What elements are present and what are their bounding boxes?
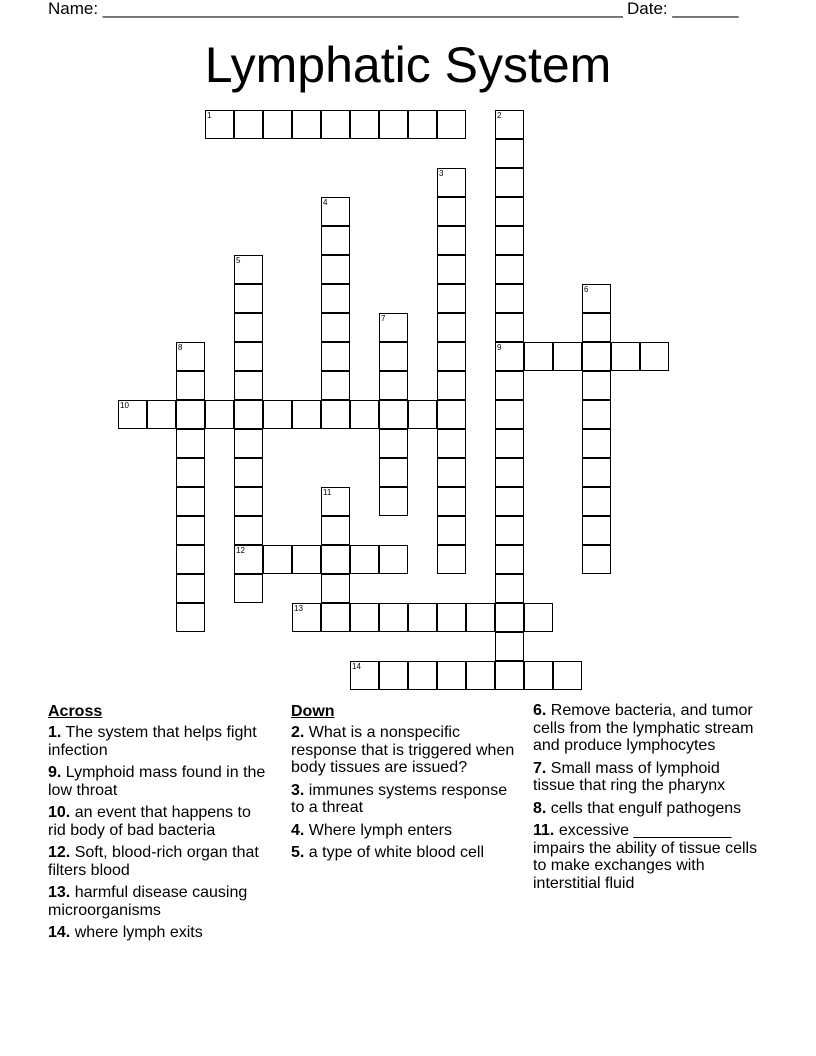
grid-cell[interactable]: [582, 342, 611, 371]
clue-item: [48, 924, 273, 942]
grid-cell[interactable]: [437, 661, 466, 690]
clue-number-label: 13: [294, 604, 303, 613]
grid-cell[interactable]: [234, 429, 263, 458]
clue-number: 1.: [48, 724, 62, 741]
clue-number-label: 12: [236, 546, 245, 555]
grid-cell[interactable]: [292, 603, 321, 632]
grid-cell[interactable]: [379, 429, 408, 458]
clue-text: where lymph exits: [74, 924, 203, 941]
grid-cell[interactable]: [408, 661, 437, 690]
grid-cell[interactable]: [263, 400, 292, 429]
grid-cell[interactable]: [234, 342, 263, 371]
grid-cell[interactable]: [495, 139, 524, 168]
grid-cell[interactable]: [350, 110, 379, 139]
grid-cell[interactable]: [495, 313, 524, 342]
grid-cell[interactable]: [176, 429, 205, 458]
grid-cell[interactable]: [582, 284, 611, 313]
grid-cell[interactable]: [321, 313, 350, 342]
grid-cell[interactable]: [553, 661, 582, 690]
clue-number: 8.: [533, 799, 547, 817]
grid-cell[interactable]: [495, 516, 524, 545]
grid-cell[interactable]: [495, 168, 524, 197]
grid-cell[interactable]: [495, 632, 524, 661]
clue-number: 14.: [48, 924, 71, 941]
clue-item: [291, 724, 516, 777]
clue-number: 12.: [48, 844, 71, 861]
grid-cell[interactable]: [321, 516, 350, 545]
clue-number-label: 10: [120, 401, 129, 410]
clue-number-label: 9: [497, 343, 502, 352]
clue-text: immunes systems response to a threat: [291, 781, 508, 816]
grid-cell[interactable]: [176, 603, 205, 632]
grid-cell[interactable]: [379, 313, 408, 342]
grid-cell[interactable]: [495, 429, 524, 458]
grid-cell[interactable]: [321, 574, 350, 603]
grid-cell[interactable]: [495, 226, 524, 255]
grid-cell[interactable]: [234, 313, 263, 342]
grid-cell[interactable]: [495, 545, 524, 574]
clue-item: [48, 764, 273, 799]
clue-number-label: 5: [236, 256, 241, 265]
clue-number: 11.: [533, 822, 555, 839]
grid-cell[interactable]: [379, 110, 408, 139]
grid-cell[interactable]: [350, 603, 379, 632]
grid-cell[interactable]: [321, 255, 350, 284]
grid-cell[interactable]: [437, 371, 466, 400]
clue-text: What is a nonspecific response that is triggered when body tissues are issued?: [291, 724, 515, 776]
grid-cell[interactable]: [321, 110, 350, 139]
clue-number-label: 3: [439, 169, 444, 178]
grid-cell[interactable]: [611, 342, 640, 371]
grid-cell[interactable]: [437, 545, 466, 574]
grid-cell[interactable]: [321, 371, 350, 400]
grid-cell[interactable]: [234, 487, 263, 516]
clue-item: [48, 844, 273, 879]
clue-number-label: 14: [352, 662, 361, 671]
grid-cell[interactable]: [582, 371, 611, 400]
grid-cell[interactable]: [437, 458, 466, 487]
grid-cell[interactable]: [321, 603, 350, 632]
grid-cell[interactable]: [118, 400, 147, 429]
grid-cell[interactable]: [437, 313, 466, 342]
grid-cell[interactable]: [379, 342, 408, 371]
grid-cell[interactable]: [350, 400, 379, 429]
grid-cell[interactable]: [495, 284, 524, 313]
grid-cell[interactable]: [263, 110, 292, 139]
grid-cell[interactable]: [437, 255, 466, 284]
grid-cell[interactable]: [379, 487, 408, 516]
grid-cell[interactable]: [176, 342, 205, 371]
grid-cell[interactable]: [350, 661, 379, 690]
clue-text: Remove bacteria, and tumor cells from the lymphatic stream and produce lymphocytes: [533, 702, 754, 754]
clue-text: cells that engulf pathogens: [550, 799, 742, 817]
grid-cell[interactable]: [495, 400, 524, 429]
grid-cell[interactable]: [234, 255, 263, 284]
clue-number: 4.: [291, 821, 305, 839]
grid-cell[interactable]: [495, 110, 524, 139]
clue-item: [291, 844, 516, 862]
grid-cell[interactable]: [379, 371, 408, 400]
clue-number-label: 4: [323, 198, 328, 207]
grid-cell[interactable]: [437, 284, 466, 313]
grid-cell[interactable]: [408, 110, 437, 139]
grid-cell[interactable]: [234, 284, 263, 313]
grid-cell[interactable]: [582, 400, 611, 429]
clue-number: 6.: [533, 702, 547, 719]
grid-cell[interactable]: [176, 516, 205, 545]
down-heading: Down: [291, 703, 335, 720]
grid-cell[interactable]: [234, 545, 263, 574]
grid-cell[interactable]: [582, 545, 611, 574]
grid-cell[interactable]: [379, 545, 408, 574]
grid-cell[interactable]: [466, 661, 495, 690]
clue-text: Small mass of lymphoid tissue that ring the pharynx: [533, 759, 726, 794]
grid-cell[interactable]: [292, 400, 321, 429]
grid-cell[interactable]: [176, 487, 205, 516]
grid-cell[interactable]: [292, 110, 321, 139]
grid-cell[interactable]: [437, 197, 466, 226]
grid-cell[interactable]: [321, 197, 350, 226]
clue-number: 10.: [48, 804, 71, 821]
grid-cell[interactable]: [495, 255, 524, 284]
clue-number: 13.: [48, 884, 71, 901]
grid-cell[interactable]: [176, 371, 205, 400]
clue-item: [533, 702, 758, 755]
clue-item: [291, 822, 516, 840]
across-clues-column: [48, 702, 273, 947]
clue-item: [48, 804, 273, 839]
clue-text: Where lymph enters: [308, 821, 452, 839]
clue-item: [533, 800, 758, 818]
clue-number-label: 7: [381, 314, 386, 323]
clue-number-label: 6: [584, 285, 589, 294]
clue-number: 3.: [291, 781, 305, 799]
grid-cell[interactable]: [234, 458, 263, 487]
grid-cell[interactable]: [437, 516, 466, 545]
grid-cell[interactable]: [495, 458, 524, 487]
clue-number: 7.: [533, 759, 547, 777]
grid-cell[interactable]: [437, 400, 466, 429]
clue-text: a type of white blood cell: [308, 844, 485, 861]
grid-cell[interactable]: [176, 574, 205, 603]
clue-item: [48, 884, 273, 919]
page-title: Lymphatic System: [204, 37, 612, 93]
grid-cell[interactable]: [495, 603, 524, 632]
clue-text: an event that happens to rid body of bad bacteria: [48, 804, 251, 839]
grid-cell[interactable]: [582, 458, 611, 487]
grid-cell[interactable]: [234, 371, 263, 400]
grid-cell[interactable]: [234, 516, 263, 545]
clue-item: [291, 782, 516, 817]
grid-cell[interactable]: [408, 603, 437, 632]
grid-cell[interactable]: [437, 487, 466, 516]
clue-text: harmful disease causing microorganisms: [48, 884, 248, 919]
grid-cell[interactable]: [205, 110, 234, 139]
grid-cell[interactable]: [321, 226, 350, 255]
grid-cell[interactable]: [176, 400, 205, 429]
clue-number-label: 8: [178, 343, 183, 352]
grid-cell[interactable]: [495, 342, 524, 371]
grid-cell[interactable]: [176, 545, 205, 574]
grid-cell[interactable]: [495, 197, 524, 226]
clue-item: [533, 822, 758, 892]
grid-cell[interactable]: [176, 458, 205, 487]
clue-number: 9.: [48, 764, 62, 781]
clue-number-label: 1: [207, 111, 212, 120]
grid-cell[interactable]: [495, 371, 524, 400]
grid-cell[interactable]: [234, 110, 263, 139]
grid-cell[interactable]: [437, 603, 466, 632]
grid-cell[interactable]: [437, 110, 466, 139]
grid-cell[interactable]: [437, 168, 466, 197]
grid-cell[interactable]: [582, 487, 611, 516]
grid-cell[interactable]: [234, 400, 263, 429]
grid-cell[interactable]: [524, 661, 553, 690]
clue-text: The system that helps fight infection: [48, 724, 257, 759]
clue-text: excessive ___________ impairs the ability of tissue cells to make exchanges with interstitial fluid: [533, 822, 758, 892]
grid-cell[interactable]: [292, 545, 321, 574]
grid-cell[interactable]: [582, 516, 611, 545]
grid-cell[interactable]: [495, 661, 524, 690]
grid-cell[interactable]: [379, 661, 408, 690]
grid-cell[interactable]: [350, 545, 379, 574]
grid-cell[interactable]: [524, 342, 553, 371]
grid-cell[interactable]: [379, 603, 408, 632]
down-clues-column: [291, 702, 516, 867]
clue-number-label: 2: [497, 111, 502, 120]
grid-cell[interactable]: [582, 313, 611, 342]
grid-cell[interactable]: [495, 574, 524, 603]
grid-cell[interactable]: [205, 400, 234, 429]
grid-cell[interactable]: [263, 545, 292, 574]
grid-cell[interactable]: [437, 226, 466, 255]
grid-cell[interactable]: [495, 487, 524, 516]
clue-number: 5.: [291, 844, 305, 861]
grid-cell[interactable]: [321, 400, 350, 429]
grid-cell[interactable]: [437, 429, 466, 458]
date-field-line: Date: _______: [627, 0, 739, 18]
grid-cell[interactable]: [466, 603, 495, 632]
grid-cell[interactable]: [321, 284, 350, 313]
grid-cell[interactable]: [234, 574, 263, 603]
name-field-line: Name: _______________________________________________________: [48, 0, 623, 18]
clue-item: [48, 724, 273, 759]
across-heading: Across: [48, 703, 103, 720]
down-clues-continued-column: [533, 702, 758, 897]
clue-text: Soft, blood-rich organ that filters blood: [48, 844, 259, 879]
grid-cell[interactable]: [147, 400, 176, 429]
clue-number: 2.: [291, 724, 305, 741]
grid-cell[interactable]: [408, 400, 437, 429]
grid-cell[interactable]: [640, 342, 669, 371]
grid-cell[interactable]: [321, 487, 350, 516]
grid-cell[interactable]: [553, 342, 582, 371]
grid-cell[interactable]: [321, 545, 350, 574]
grid-cell[interactable]: [379, 458, 408, 487]
clue-text: Lymphoid mass found in the low throat: [48, 764, 266, 799]
grid-cell[interactable]: [524, 603, 553, 632]
grid-cell[interactable]: [379, 400, 408, 429]
grid-cell[interactable]: [321, 342, 350, 371]
grid-cell[interactable]: [437, 342, 466, 371]
grid-cell[interactable]: [582, 429, 611, 458]
clue-number-label: 11: [323, 488, 332, 497]
clue-item: [533, 760, 758, 795]
